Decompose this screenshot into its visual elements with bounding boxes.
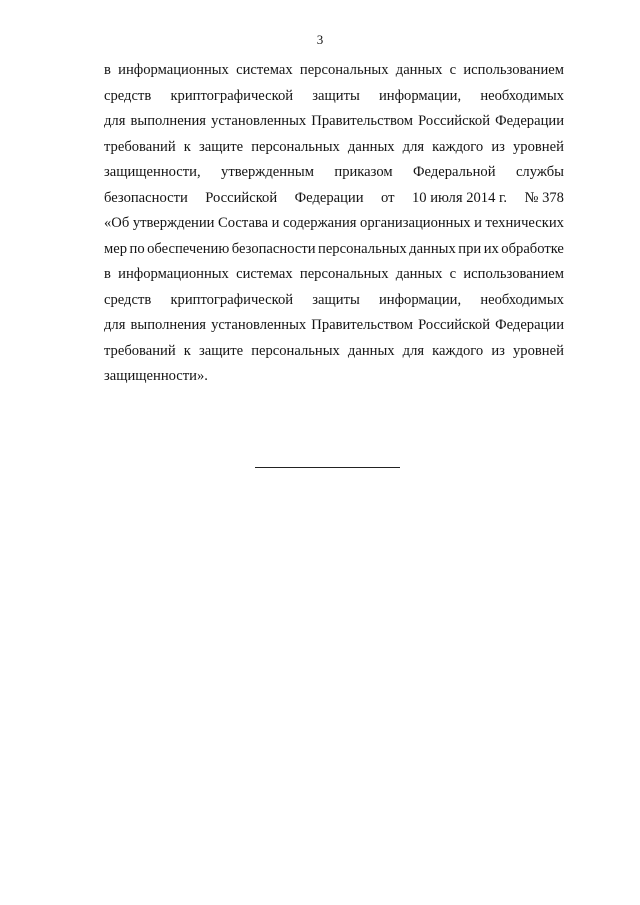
closing-rule xyxy=(255,467,400,468)
word: Российской xyxy=(418,317,490,333)
word: информационных xyxy=(118,266,229,282)
text-line xyxy=(104,188,564,214)
text-line xyxy=(104,60,564,86)
text-line xyxy=(104,137,564,163)
word: защищенности, xyxy=(104,164,201,180)
word: защиты xyxy=(312,291,360,308)
word: от xyxy=(381,189,395,206)
word: выполнения xyxy=(130,317,207,333)
word: Российской xyxy=(418,113,490,129)
text-line xyxy=(104,290,564,316)
word: защиты xyxy=(312,87,360,104)
text-line xyxy=(104,315,564,341)
word: системах xyxy=(236,62,293,78)
word: защите xyxy=(198,342,244,359)
word: технических xyxy=(485,215,564,231)
word: утвержденным xyxy=(221,164,314,180)
page-number: 3 xyxy=(316,32,324,47)
word: для xyxy=(402,138,425,155)
word: персональных xyxy=(299,266,389,282)
word: при xyxy=(458,240,482,257)
word: данных xyxy=(409,240,456,257)
text-line xyxy=(104,341,564,367)
word: безопасности xyxy=(104,189,188,206)
word: обработке xyxy=(501,240,564,257)
word: с xyxy=(449,266,457,282)
word: Правительством xyxy=(311,317,413,333)
text-line xyxy=(104,111,564,137)
word: необходимых xyxy=(480,87,564,104)
word: с xyxy=(449,62,457,78)
word: в xyxy=(104,62,111,78)
word: из xyxy=(491,342,505,359)
word: установленных xyxy=(211,113,307,129)
word: обеспечению xyxy=(147,240,230,257)
word: уровней xyxy=(513,342,564,359)
word: информационных xyxy=(118,62,229,78)
word: Российской xyxy=(205,189,278,206)
word: защите xyxy=(198,138,244,155)
word: персональных xyxy=(299,62,389,78)
word: из xyxy=(491,138,505,155)
text-line xyxy=(104,86,564,112)
word: информации, xyxy=(378,87,462,104)
text-line xyxy=(104,213,564,239)
word: для xyxy=(402,342,425,359)
word: в xyxy=(104,266,111,282)
word: данных xyxy=(395,62,443,78)
word: средств xyxy=(104,291,152,308)
word: 10 июля 2014 г. xyxy=(411,189,508,206)
word: данных xyxy=(347,138,395,155)
word: каждого xyxy=(432,342,484,359)
word: приказом xyxy=(334,164,393,180)
word: и xyxy=(271,215,280,231)
word: утверждении xyxy=(132,215,215,231)
word: персональных xyxy=(318,240,407,257)
word: выполнения xyxy=(130,113,207,129)
word: к xyxy=(183,342,191,359)
word: требований xyxy=(104,342,176,359)
word: для xyxy=(104,317,126,333)
word: для xyxy=(104,113,126,129)
word: использованием xyxy=(463,62,564,78)
word: данных xyxy=(395,266,443,282)
word: по xyxy=(129,240,145,257)
text-line xyxy=(104,239,564,265)
text-line xyxy=(104,366,564,392)
word: системах xyxy=(236,266,293,282)
word: содержания xyxy=(283,215,357,231)
word: персональных xyxy=(251,138,340,155)
text-line xyxy=(104,162,564,188)
word: организационных xyxy=(360,215,471,231)
word: и xyxy=(474,215,482,231)
word: мер xyxy=(104,240,128,257)
word: уровней xyxy=(513,138,564,155)
word: каждого xyxy=(432,138,484,155)
word: криптографической xyxy=(170,87,294,104)
word: Состава xyxy=(218,215,269,231)
word: № 378 xyxy=(524,189,564,206)
word: информации, xyxy=(378,291,462,308)
word: службы xyxy=(515,164,564,180)
word: защищенности». xyxy=(104,368,208,384)
word: Федерации xyxy=(495,113,564,129)
word: персональных xyxy=(251,342,340,359)
word: Федеральной xyxy=(413,164,496,180)
word: к xyxy=(183,138,191,155)
body-text xyxy=(104,60,564,392)
text-line xyxy=(104,264,564,290)
word: данных xyxy=(347,342,395,359)
word: Правительством xyxy=(311,113,413,129)
word: их xyxy=(483,240,499,257)
word: использованием xyxy=(463,266,564,282)
word: «Об xyxy=(104,215,130,231)
word: установленных xyxy=(211,317,307,333)
word: Федерации xyxy=(294,189,364,206)
word: криптографической xyxy=(170,291,294,308)
word: требований xyxy=(104,138,176,155)
word: безопасности xyxy=(231,240,316,257)
word: Федерации xyxy=(495,317,564,333)
word: необходимых xyxy=(480,291,564,308)
word: средств xyxy=(104,87,152,104)
